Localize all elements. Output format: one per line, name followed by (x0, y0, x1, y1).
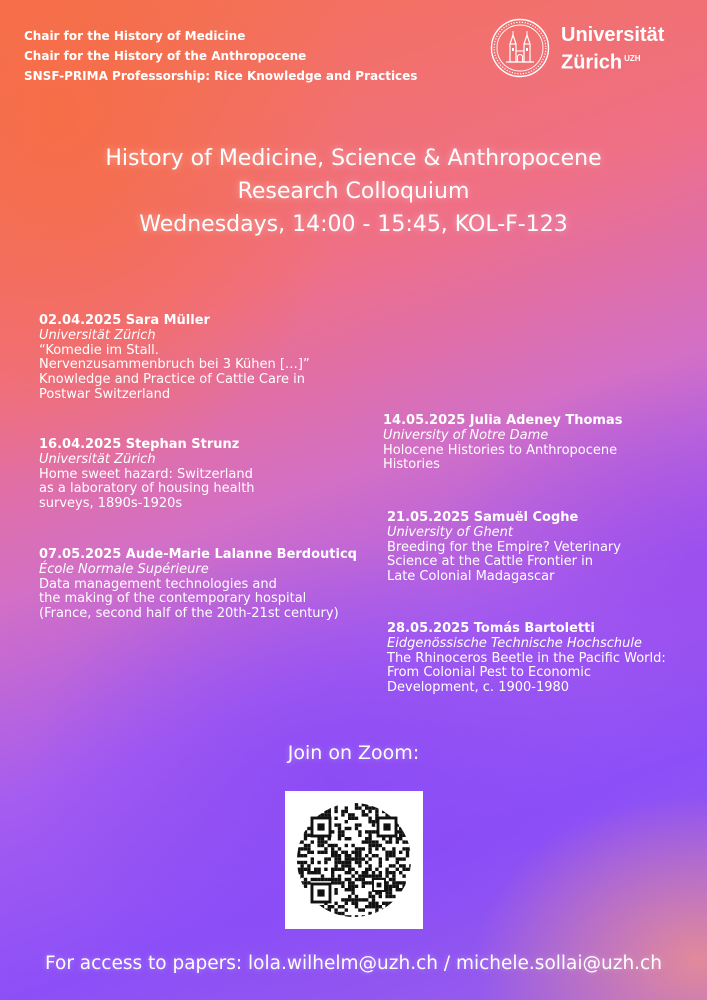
qr-code-icon (285, 791, 423, 929)
talk-title-line: Data management technologies and (39, 576, 277, 592)
talk-title-line: Late Colonial Madagascar (387, 569, 555, 585)
university-name (561, 23, 664, 75)
talk-entry (387, 622, 666, 696)
talk-affiliation: Universität Zürich (39, 327, 156, 343)
talk-title-line: Breeding for the Empire? Veterinary (387, 539, 621, 555)
talk-entry (387, 511, 621, 585)
talk-title-line: the making of the contemporary hospital (39, 591, 307, 607)
talk-affiliation: École Normale Supérieure (39, 561, 209, 577)
title-line: History of Medicine, Science & Anthropocene (105, 146, 602, 171)
title-line: Wednesdays, 14:00 - 15:45, KOL-F-123 (139, 212, 568, 237)
talk-title-line: From Colonial Pest to Economic (387, 665, 591, 681)
university-name-suffix: UZH (624, 54, 641, 63)
university-name-line1: Universität (561, 24, 665, 46)
institution-line: Chair for the History of Medicine (24, 29, 246, 43)
talk-entry (39, 438, 255, 512)
talk-heading: 02.04.2025 Sara Müller (39, 313, 210, 328)
talk-title-line: (France, second half of the 20th-21st century) (39, 606, 339, 622)
talk-heading: 14.05.2025 Julia Adeney Thomas (383, 413, 623, 428)
talk-title-line: Holocene Histories to Anthropocene (383, 442, 618, 458)
talk-title-line: Science at the Cattle Frontier in (387, 554, 593, 570)
talk-affiliation: Eidgenössische Technische Hochschule (387, 635, 642, 651)
title-line: Research Colloquium (237, 179, 470, 204)
talk-title-line: Knowledge and Practice of Cattle Care in (39, 372, 305, 388)
talk-heading: 07.05.2025 Aude-Marie Lalanne Berdouticq (39, 547, 357, 562)
talk-title-line: as a laboratory of housing health (39, 481, 255, 497)
talk-title-line: “Komedie im Stall. (39, 342, 159, 358)
talk-affiliation: University of Notre Dame (383, 427, 549, 443)
talk-title-line: The Rhinoceros Beetle in the Pacific World: (387, 650, 666, 666)
talk-entry (39, 314, 310, 403)
talk-heading: 28.05.2025 Tomás Bartoletti (387, 621, 595, 636)
talk-entry (383, 414, 622, 473)
zoom-label: Join on Zoom: (287, 742, 420, 764)
talk-title-line: Home sweet hazard: Switzerland (39, 466, 253, 482)
talk-title-line: Histories (383, 457, 440, 473)
talk-title-line: Postwar Switzerland (39, 386, 171, 402)
talk-title-line: Development, c. 1900-1980 (387, 680, 570, 696)
qr-code[interactable] (285, 791, 423, 929)
talk-heading: 21.05.2025 Samuël Coghe (387, 510, 579, 525)
institution-list (24, 26, 417, 86)
papers-access-contact: For access to papers: lola.wilhelm@uzh.ch / michele.sollai@uzh.ch (45, 953, 662, 974)
university-logo (490, 18, 686, 78)
talk-title-line: surveys, 1890s-1920s (39, 496, 183, 512)
talk-entry (39, 548, 357, 622)
talk-affiliation: Universität Zürich (39, 451, 156, 467)
institution-line: SNSF-PRIMA Professorship: Rice Knowledge and Practices (24, 69, 418, 83)
talk-affiliation: University of Ghent (387, 524, 514, 540)
talk-heading: 16.04.2025 Stephan Strunz (39, 437, 240, 452)
institution-line: Chair for the History of the Anthropocene (24, 49, 307, 63)
talk-title-line: Nervenzusammenbruch bei 3 Kühen […]” (39, 357, 310, 373)
university-name-line2: Zürich (561, 51, 623, 74)
university-seal-icon (490, 18, 550, 78)
colloquium-title (0, 142, 707, 241)
